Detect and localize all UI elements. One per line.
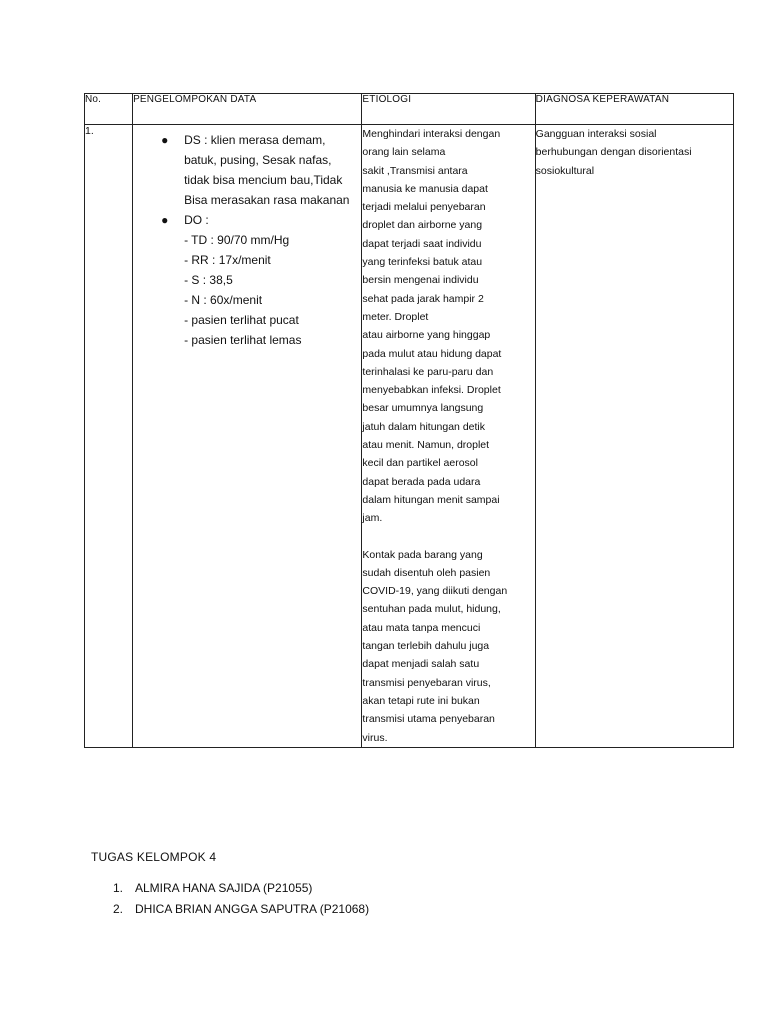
etiology-line: meter. Droplet xyxy=(362,310,429,323)
etiology-line: dapat berada pada udara xyxy=(362,475,481,488)
do-line: - TD : 90/70 mm/Hg xyxy=(184,233,290,247)
etiology-line: besar umumnya langsung xyxy=(362,402,484,415)
list-item xyxy=(91,878,369,899)
group-assignment-section xyxy=(91,848,369,920)
etiology-line: atau airborne yang hinggap xyxy=(362,329,491,342)
nursing-diagnosis-cell xyxy=(535,125,733,748)
etiology-line: jam. xyxy=(362,512,383,525)
header-data-grouping: PENGELOMPOKAN DATA xyxy=(133,94,362,125)
etiology-line: dalam hitungan menit sampai xyxy=(362,493,500,506)
etiology-line: sakit ,Transmisi antara xyxy=(362,164,468,177)
etiology-line: terinhalasi ke paru-paru dan xyxy=(362,365,494,378)
ds-line: DS : klien merasa demam, xyxy=(184,133,326,147)
ds-line: batuk, pusing, Sesak nafas, xyxy=(184,153,332,167)
data-grouping-list xyxy=(133,130,361,350)
etiology-line: sudah disentuh oleh pasien xyxy=(362,566,491,579)
list-item xyxy=(91,899,369,920)
member-name: ALMIRA HANA SAJIDA (P21055) xyxy=(135,881,313,895)
do-line: - N : 60x/menit xyxy=(184,293,263,307)
etiology-line: dapat menjadi salah satu xyxy=(362,658,480,671)
etiology-line: orang lain selama xyxy=(362,146,446,159)
etiology-line: COVID-19, yang diikuti dengan xyxy=(362,585,508,598)
do-line: - pasien terlihat pucat xyxy=(184,313,299,327)
bullet-icon: ● xyxy=(161,133,169,147)
etiology-line: transmisi penyebaran virus, xyxy=(362,676,491,689)
do-line: - pasien terlihat lemas xyxy=(184,333,302,347)
etiology-line: menyebabkan infeksi. Droplet xyxy=(362,384,501,397)
header-nursing-diagnosis: DIAGNOSA KEPERAWATAN xyxy=(535,94,733,125)
nursing-care-table xyxy=(84,93,734,748)
do-label: DO : xyxy=(184,213,209,227)
member-number: 2. xyxy=(113,902,124,916)
etiology-line: sentuhan pada mulut, hidung, xyxy=(362,603,501,616)
etiology-line: transmisi utama penyebaran xyxy=(362,713,495,726)
member-number: 1. xyxy=(113,881,124,895)
etiology-paragraph-1 xyxy=(362,125,534,528)
subjective-data-item xyxy=(133,130,361,210)
etiology-line: dapat terjadi saat individu xyxy=(362,237,482,250)
ds-line: Bisa merasakan rasa makanan xyxy=(184,193,350,207)
etiology-line: kecil dan partikel aerosol xyxy=(362,457,478,470)
etiology-line: yang terinfeksi batuk atau xyxy=(362,256,483,269)
group-member-list xyxy=(91,878,369,920)
etiology-line: terjadi melalui penyebaran xyxy=(362,201,486,214)
diagnosis-line: berhubungan dengan disorientasi xyxy=(535,146,692,159)
etiology-cell xyxy=(362,125,535,748)
header-etiology: ETIOLOGI xyxy=(362,94,535,125)
ds-line: tidak bisa mencium bau,Tidak xyxy=(184,173,343,187)
etiology-line: sehat pada jarak hampir 2 xyxy=(362,292,484,305)
etiology-line: manusia ke manusia dapat xyxy=(362,182,488,195)
header-no: No. xyxy=(85,94,133,125)
do-line: - S : 38,5 xyxy=(184,273,233,287)
diagnosis-line: Gangguan interaksi sosial xyxy=(535,128,657,140)
do-line: - RR : 17x/menit xyxy=(184,253,271,267)
etiology-line: atau mata tanpa mencuci xyxy=(362,621,481,634)
bullet-icon: ● xyxy=(161,213,169,227)
row-number: 1. xyxy=(85,125,133,748)
etiology-line: pada mulut atau hidung dapat xyxy=(362,347,502,360)
group-title: TUGAS KELOMPOK 4 xyxy=(91,850,217,864)
etiology-line: akan tetapi rute ini bukan xyxy=(362,694,480,707)
objective-data-item xyxy=(133,210,361,350)
etiology-paragraph-2 xyxy=(362,546,534,747)
data-grouping-cell xyxy=(133,125,362,748)
etiology-line: droplet dan airborne yang xyxy=(362,219,483,232)
diagnosis-line: sosiokultural xyxy=(535,164,595,177)
table-header-row xyxy=(85,94,734,125)
paragraph-spacer xyxy=(362,528,534,546)
etiology-line: tangan terlebih dahulu juga xyxy=(362,640,490,653)
etiology-line: jatuh dalam hitungan detik xyxy=(362,420,485,433)
etiology-line: virus. xyxy=(362,731,388,744)
member-name: DHICA BRIAN ANGGA SAPUTRA (P21068) xyxy=(135,902,370,916)
etiology-line: atau menit. Namun, droplet xyxy=(362,439,490,452)
etiology-line: Menghindari interaksi dengan xyxy=(362,128,501,140)
etiology-line: Kontak pada barang yang xyxy=(362,548,483,561)
table-row xyxy=(85,125,734,748)
etiology-line: bersin mengenai individu xyxy=(362,274,479,287)
